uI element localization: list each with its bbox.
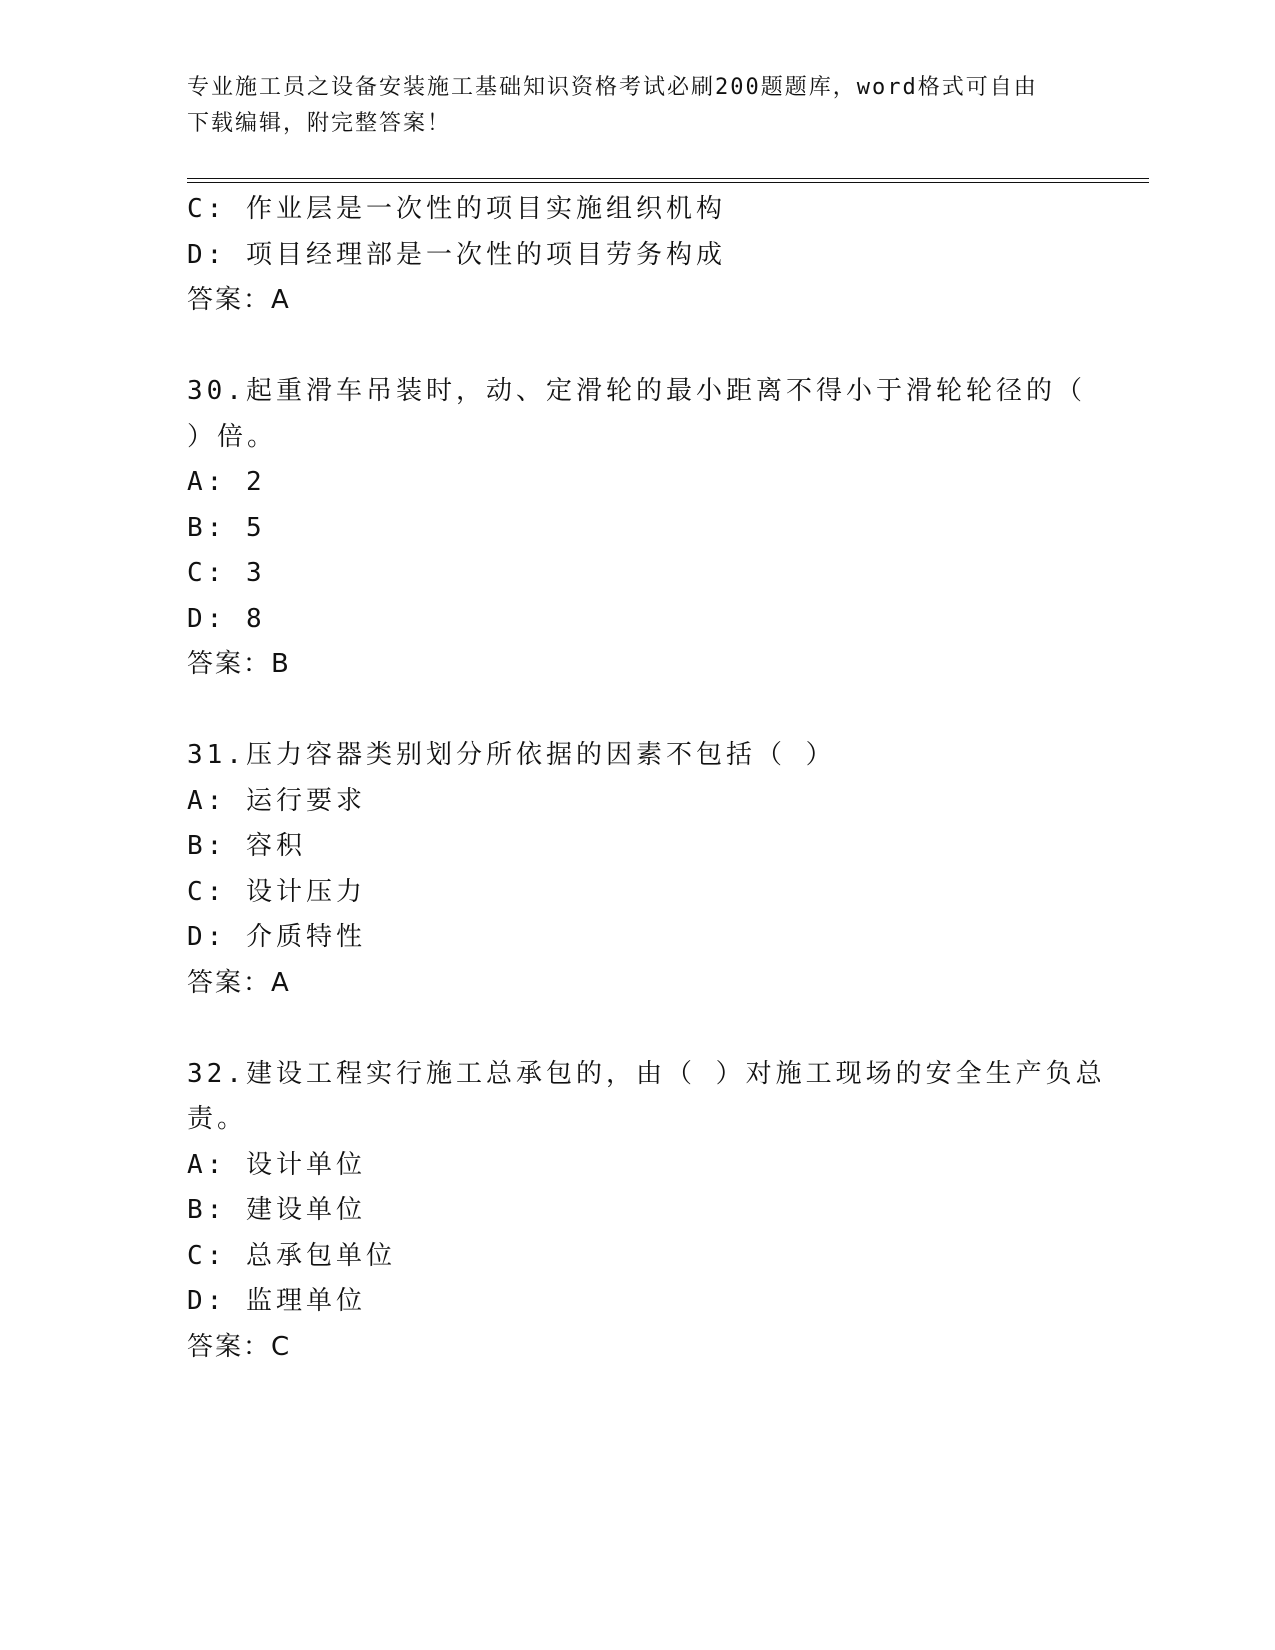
option-label: B: xyxy=(187,831,227,861)
question-text-line-2: 责。 xyxy=(187,1104,248,1134)
header-divider-bottom xyxy=(187,182,1149,183)
question-text-line-1: 30.起重滑车吊装时，动、定滑轮的最小距离不得小于滑轮轮径的（ xyxy=(187,376,1086,406)
option-text: 容积 xyxy=(245,831,306,861)
answer-line: 答案：C xyxy=(187,1331,292,1362)
option-label: B: xyxy=(187,1195,227,1225)
option-label: D: xyxy=(187,922,227,952)
option-c xyxy=(187,551,1087,597)
option-label: D: xyxy=(187,1286,227,1316)
question-block-30 xyxy=(187,369,1087,688)
document-header xyxy=(187,70,1087,142)
option-text: 运行要求 xyxy=(245,785,366,816)
option-label: A: xyxy=(187,785,227,816)
answer-line: 答案：A xyxy=(187,285,291,315)
option-text: 作业层是一次性的项目实施组织机构 xyxy=(245,194,726,224)
question-text-line-1: 31.压力容器类别划分所依据的因素不包括（ ） xyxy=(187,740,836,770)
option-text: 建设单位 xyxy=(245,1195,366,1225)
question-block-31 xyxy=(187,733,1087,1006)
option-d xyxy=(187,233,1087,279)
header-line-1: 专业施工员之设备安装施工基础知识资格考试必刷200题题库，word格式可自由 xyxy=(187,75,1038,100)
option-label: C: xyxy=(187,876,227,907)
option-label: C: xyxy=(187,558,227,588)
option-label: D: xyxy=(187,603,227,634)
option-label: B: xyxy=(187,512,227,543)
option-a xyxy=(187,1143,1087,1189)
option-c xyxy=(187,1234,1087,1280)
option-label: C: xyxy=(187,194,227,224)
option-c xyxy=(187,187,1087,233)
header-divider-top xyxy=(187,178,1149,179)
answer-line: 答案：B xyxy=(187,649,291,679)
option-c xyxy=(187,870,1087,916)
question-text-line-1: 32.建设工程实行施工总承包的，由（ ）对施工现场的安全生产负总 xyxy=(187,1058,1106,1089)
block-spacer xyxy=(187,324,1087,370)
answer-line: 答案：A xyxy=(187,967,291,998)
option-label: A: xyxy=(187,1149,227,1180)
question-block-29-continued xyxy=(187,187,1087,324)
question-list xyxy=(187,187,1106,1370)
option-d xyxy=(187,1279,1087,1325)
option-a xyxy=(187,460,1087,506)
block-spacer xyxy=(187,1006,1087,1052)
question-text-line-2: ）倍。 xyxy=(187,421,278,452)
option-text: 总承包单位 xyxy=(245,1240,396,1271)
option-text: 3 xyxy=(245,558,266,588)
option-d xyxy=(187,597,1087,643)
option-label: C: xyxy=(187,1240,227,1271)
option-d xyxy=(187,915,1087,961)
option-b xyxy=(187,1188,1087,1234)
option-label: D: xyxy=(187,239,227,270)
option-label: A: xyxy=(187,467,227,497)
option-text: 8 xyxy=(245,603,266,634)
option-text: 2 xyxy=(245,467,266,497)
option-text: 设计单位 xyxy=(245,1149,366,1180)
option-text: 项目经理部是一次性的项目劳务构成 xyxy=(245,239,726,270)
option-text: 监理单位 xyxy=(245,1286,366,1316)
option-a xyxy=(187,779,1087,825)
block-spacer xyxy=(187,688,1087,734)
option-text: 介质特性 xyxy=(245,922,366,952)
option-text: 5 xyxy=(245,512,266,543)
option-b xyxy=(187,824,1087,870)
option-b xyxy=(187,506,1087,552)
question-block-32 xyxy=(187,1052,1106,1371)
option-text: 设计压力 xyxy=(245,876,366,907)
header-line-2: 下载编辑，附完整答案！ xyxy=(187,111,452,136)
